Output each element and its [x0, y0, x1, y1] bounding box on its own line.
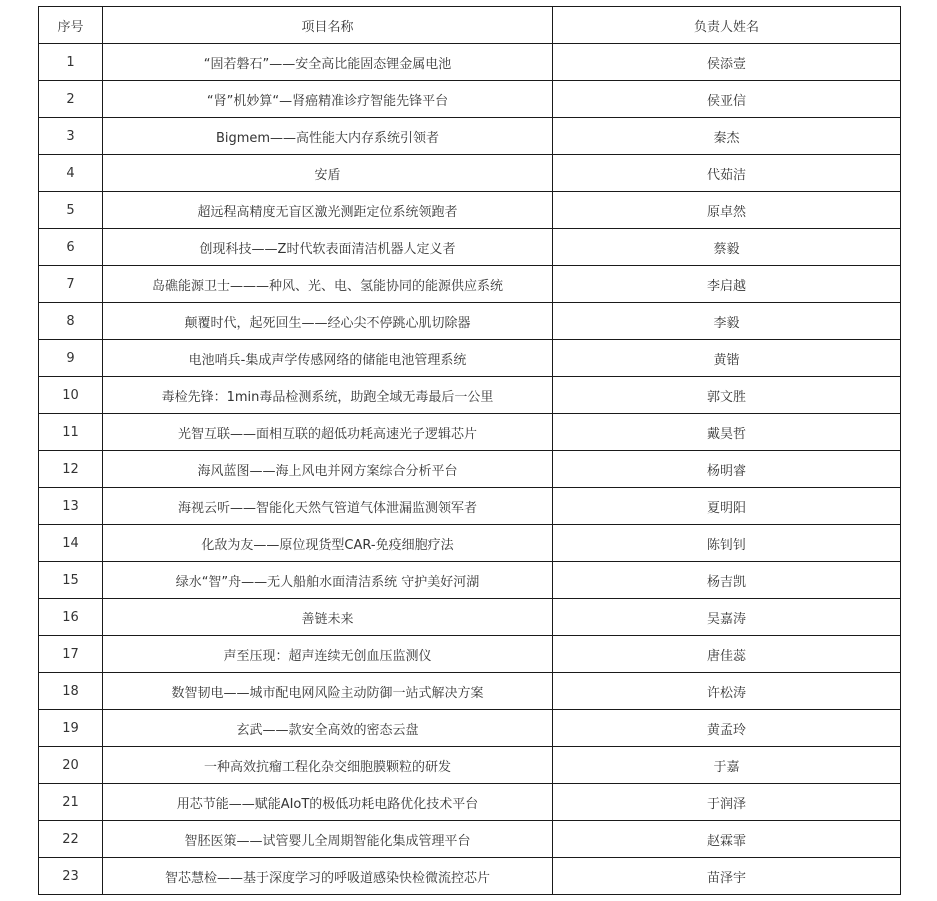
table-row [39, 636, 901, 673]
project-name-cell: “肾”机妙算“—肾癌精准诊疗智能先锋平台 [103, 81, 553, 118]
serial-number-cell: 21 [39, 784, 103, 821]
header-person-in-charge: 负责人姓名 [553, 7, 901, 44]
person-in-charge-cell: 陈钊钊 [553, 525, 901, 562]
person-in-charge-cell: 戴昊哲 [553, 414, 901, 451]
table-row [39, 747, 901, 784]
project-name-cell: 智胚医策——试管婴儿全周期智能化集成管理平台 [103, 821, 553, 858]
serial-number-cell: 16 [39, 599, 103, 636]
table-row [39, 784, 901, 821]
table-row [39, 266, 901, 303]
person-in-charge-cell: 李毅 [553, 303, 901, 340]
table-header-row [39, 7, 901, 44]
person-in-charge-cell: 侯添壹 [553, 44, 901, 81]
project-name-cell: 数智韧电——城市配电网风险主动防御一站式解决方案 [103, 673, 553, 710]
project-name-cell: 超远程高精度无盲区激光测距定位系统领跑者 [103, 192, 553, 229]
person-in-charge-cell: 唐佳蕊 [553, 636, 901, 673]
project-name-cell: 海视云听——智能化天然气管道气体泄漏监测领军者 [103, 488, 553, 525]
person-in-charge-cell: 杨明睿 [553, 451, 901, 488]
table-row [39, 858, 901, 895]
header-project-name: 项目名称 [103, 7, 553, 44]
table-row [39, 414, 901, 451]
table-row [39, 81, 901, 118]
serial-number-cell: 14 [39, 525, 103, 562]
serial-number-cell: 18 [39, 673, 103, 710]
project-name-cell: 海风蓝图——海上风电并网方案综合分析平台 [103, 451, 553, 488]
serial-number-cell: 3 [39, 118, 103, 155]
person-in-charge-cell: 郭文胜 [553, 377, 901, 414]
serial-number-cell: 4 [39, 155, 103, 192]
project-name-cell: “固若磐石”——安全高比能固态锂金属电池 [103, 44, 553, 81]
person-in-charge-cell: 于嘉 [553, 747, 901, 784]
project-table-container [38, 6, 901, 895]
project-table [38, 6, 901, 895]
project-name-cell: 善链未来 [103, 599, 553, 636]
project-name-cell: 声至压现：超声连续无创血压监测仪 [103, 636, 553, 673]
table-row [39, 303, 901, 340]
serial-number-cell: 9 [39, 340, 103, 377]
person-in-charge-cell: 苗泽宇 [553, 858, 901, 895]
table-row [39, 377, 901, 414]
project-name-cell: 智芯慧检——基于深度学习的呼吸道感染快检微流控芯片 [103, 858, 553, 895]
serial-number-cell: 22 [39, 821, 103, 858]
person-in-charge-cell: 秦杰 [553, 118, 901, 155]
person-in-charge-cell: 于润泽 [553, 784, 901, 821]
project-name-cell: 电池哨兵-集成声学传感网络的储能电池管理系统 [103, 340, 553, 377]
serial-number-cell: 19 [39, 710, 103, 747]
table-row [39, 562, 901, 599]
serial-number-cell: 11 [39, 414, 103, 451]
person-in-charge-cell: 侯亚信 [553, 81, 901, 118]
table-row [39, 488, 901, 525]
project-name-cell: 岛礁能源卫士———种风、光、电、氢能协同的能源供应系统 [103, 266, 553, 303]
project-name-cell: 创现科技——Z时代软表面清洁机器人定义者 [103, 229, 553, 266]
person-in-charge-cell: 杨吉凯 [553, 562, 901, 599]
project-name-cell: 绿水“智”舟——无人船舶水面清洁系统 守护美好河湖 [103, 562, 553, 599]
project-name-cell: 玄武——款安全高效的密态云盘 [103, 710, 553, 747]
serial-number-cell: 7 [39, 266, 103, 303]
project-name-cell: 毒检先锋：1min毒品检测系统，助跑全域无毒最后一公里 [103, 377, 553, 414]
table-body [39, 44, 901, 895]
project-name-cell: 安盾 [103, 155, 553, 192]
serial-number-cell: 8 [39, 303, 103, 340]
table-row [39, 44, 901, 81]
table-row [39, 229, 901, 266]
person-in-charge-cell: 代茹洁 [553, 155, 901, 192]
serial-number-cell: 23 [39, 858, 103, 895]
table-row [39, 599, 901, 636]
table-row [39, 673, 901, 710]
person-in-charge-cell: 赵霖霏 [553, 821, 901, 858]
project-name-cell: 颠覆时代，起死回生——经心尖不停跳心肌切除器 [103, 303, 553, 340]
table-row [39, 710, 901, 747]
serial-number-cell: 17 [39, 636, 103, 673]
person-in-charge-cell: 蔡毅 [553, 229, 901, 266]
table-row [39, 525, 901, 562]
serial-number-cell: 1 [39, 44, 103, 81]
project-name-cell: 光智互联——面相互联的超低功耗高速光子逻辑芯片 [103, 414, 553, 451]
serial-number-cell: 10 [39, 377, 103, 414]
person-in-charge-cell: 原卓然 [553, 192, 901, 229]
person-in-charge-cell: 李启越 [553, 266, 901, 303]
project-name-cell: 一种高效抗瘤工程化杂交细胞膜颗粒的研发 [103, 747, 553, 784]
serial-number-cell: 12 [39, 451, 103, 488]
table-row [39, 340, 901, 377]
serial-number-cell: 13 [39, 488, 103, 525]
table-row [39, 192, 901, 229]
serial-number-cell: 2 [39, 81, 103, 118]
person-in-charge-cell: 夏明阳 [553, 488, 901, 525]
serial-number-cell: 15 [39, 562, 103, 599]
project-name-cell: 化敌为友——原位现货型CAR-免疫细胞疗法 [103, 525, 553, 562]
table-row [39, 451, 901, 488]
serial-number-cell: 20 [39, 747, 103, 784]
serial-number-cell: 5 [39, 192, 103, 229]
project-name-cell: Bigmem——高性能大内存系统引领者 [103, 118, 553, 155]
person-in-charge-cell: 吴嘉涛 [553, 599, 901, 636]
project-name-cell: 用芯节能——赋能AIoT的极低功耗电路优化技术平台 [103, 784, 553, 821]
person-in-charge-cell: 黄孟玲 [553, 710, 901, 747]
person-in-charge-cell: 黄锴 [553, 340, 901, 377]
header-serial-number: 序号 [39, 7, 103, 44]
table-row [39, 118, 901, 155]
serial-number-cell: 6 [39, 229, 103, 266]
person-in-charge-cell: 许松涛 [553, 673, 901, 710]
table-row [39, 821, 901, 858]
table-row [39, 155, 901, 192]
